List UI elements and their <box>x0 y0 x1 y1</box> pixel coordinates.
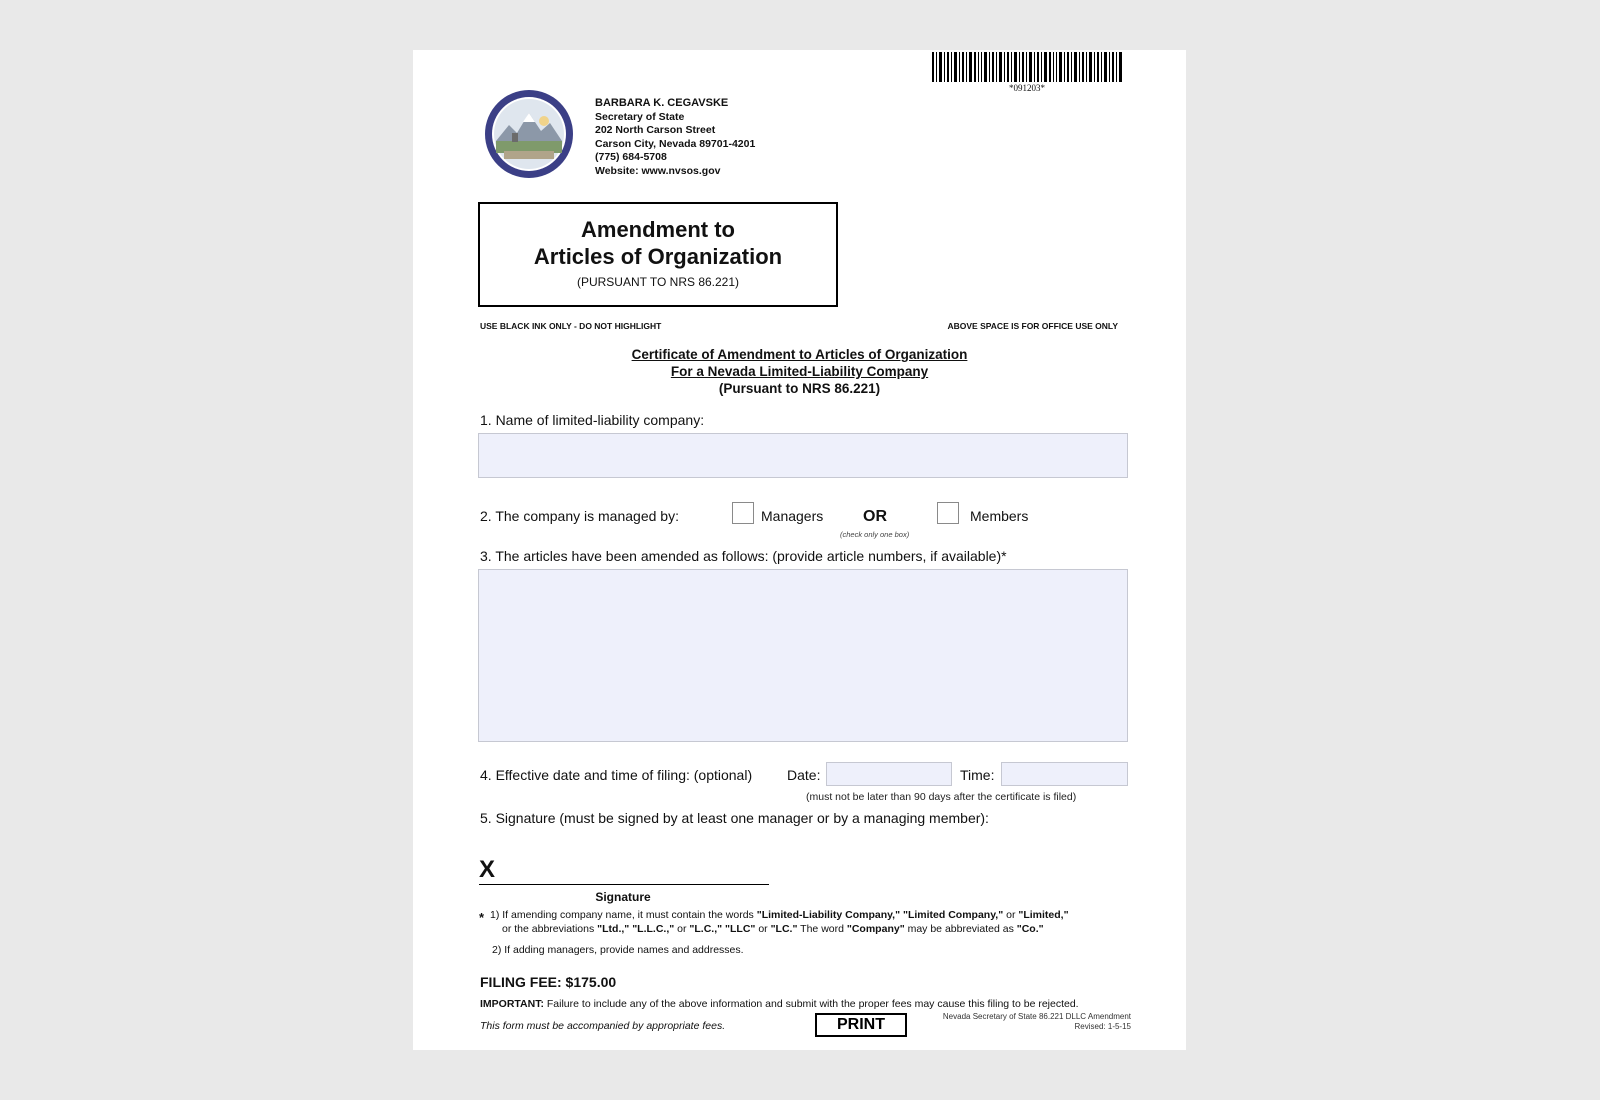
amended-articles-input[interactable] <box>479 570 1127 741</box>
office-city: Carson City, Nevada 89701-4201 <box>595 137 756 150</box>
signature-x-mark: X <box>479 856 496 883</box>
q4-label: 4. Effective date and time of filing: (optional) <box>480 767 753 783</box>
time-label: Time: <box>960 767 995 783</box>
signature-line[interactable] <box>479 884 769 885</box>
certificate-line3: (Pursuant to NRS 86.221) <box>718 381 881 396</box>
office-phone: (775) 684-5708 <box>595 151 667 163</box>
q3-label: 3. The articles have been amended as follows: (provide article numbers, if available)* <box>480 548 1007 564</box>
managers-checkbox[interactable] <box>732 502 754 524</box>
important-label: IMPORTANT: <box>480 998 544 1010</box>
footnote-asterisk: * <box>479 910 485 925</box>
nevada-seal-logo <box>484 89 574 179</box>
amended-articles-field <box>478 569 1128 742</box>
barcode <box>932 52 1122 82</box>
q4-note: (must not be later than 90 days after the certificate is filed) <box>806 791 1077 803</box>
effective-date-field <box>826 762 952 786</box>
footnote-1-line2: or the abbreviations "Ltd.," "L.L.C.," or "L.C.," "LLC" or "LC." The word "Company" may be abbreviated as "Co." <box>502 923 1044 935</box>
accompany-note: This form must be accompanied by appropriate fees. <box>480 1020 726 1032</box>
company-name-input[interactable] <box>479 434 1127 477</box>
q1-label: 1. Name of limited-liability company: <box>480 412 705 428</box>
official-title: Secretary of State <box>595 110 685 123</box>
signature-label: Signature <box>595 890 651 904</box>
filing-fee: FILING FEE: $175.00 <box>480 974 617 990</box>
effective-date-input[interactable] <box>827 763 951 785</box>
footnote-1-line1: 1) If amending company name, it must contain the words "Limited-Liability Company," "Limited Company," or "Limited," <box>490 909 1069 921</box>
office-use-notice: ABOVE SPACE IS FOR OFFICE USE ONLY <box>947 321 1118 331</box>
print-button[interactable]: PRINT <box>815 1013 907 1037</box>
footnote-2: 2) If adding managers, provide names and addresses. <box>492 944 744 956</box>
date-label: Date: <box>787 767 821 783</box>
managers-label: Managers <box>761 508 824 524</box>
effective-time-input[interactable] <box>1002 763 1127 785</box>
form-page <box>413 50 1186 1050</box>
official-name: BARBARA K. CEGAVSKE <box>595 97 729 109</box>
certificate-heading <box>413 346 1186 397</box>
effective-time-field <box>1001 762 1128 786</box>
important-notice <box>480 998 1079 1010</box>
or-label: OR <box>863 508 887 525</box>
certificate-line1: Certificate of Amendment to Articles of Organization <box>631 347 968 362</box>
revision-line1: Nevada Secretary of State 86.221 DLLC Amendment <box>942 1012 1131 1021</box>
revision-info <box>913 1012 1131 1032</box>
members-label: Members <box>970 508 1029 524</box>
certificate-line2: For a Nevada Limited-Liability Company <box>670 364 929 379</box>
form-title-pursuant: (PURSUANT TO NRS 86.221) <box>576 275 740 289</box>
form-title-box <box>478 202 838 307</box>
revision-line2: Revised: 1-5-15 <box>1074 1022 1131 1031</box>
office-street: 202 North Carson Street <box>595 124 716 136</box>
q2-label: 2. The company is managed by: <box>480 508 679 524</box>
form-title-line2: Articles of Organization <box>533 244 783 269</box>
q5-label: 5. Signature (must be signed by at least one manager or by a managing member): <box>480 810 989 826</box>
form-title-line1: Amendment to <box>581 217 735 242</box>
office-address-block <box>595 97 755 178</box>
check-only-one-note: (check only one box) <box>840 530 910 539</box>
office-website: Website: www.nvsos.gov <box>595 164 721 177</box>
barcode-number: *091203* <box>1009 83 1045 93</box>
company-name-field <box>478 433 1128 478</box>
important-text: Failure to include any of the above information and submit with the proper fees may cause this filing to be rejected. <box>543 998 1079 1010</box>
members-checkbox[interactable] <box>937 502 959 524</box>
ink-notice: USE BLACK INK ONLY - DO NOT HIGHLIGHT <box>480 321 662 331</box>
